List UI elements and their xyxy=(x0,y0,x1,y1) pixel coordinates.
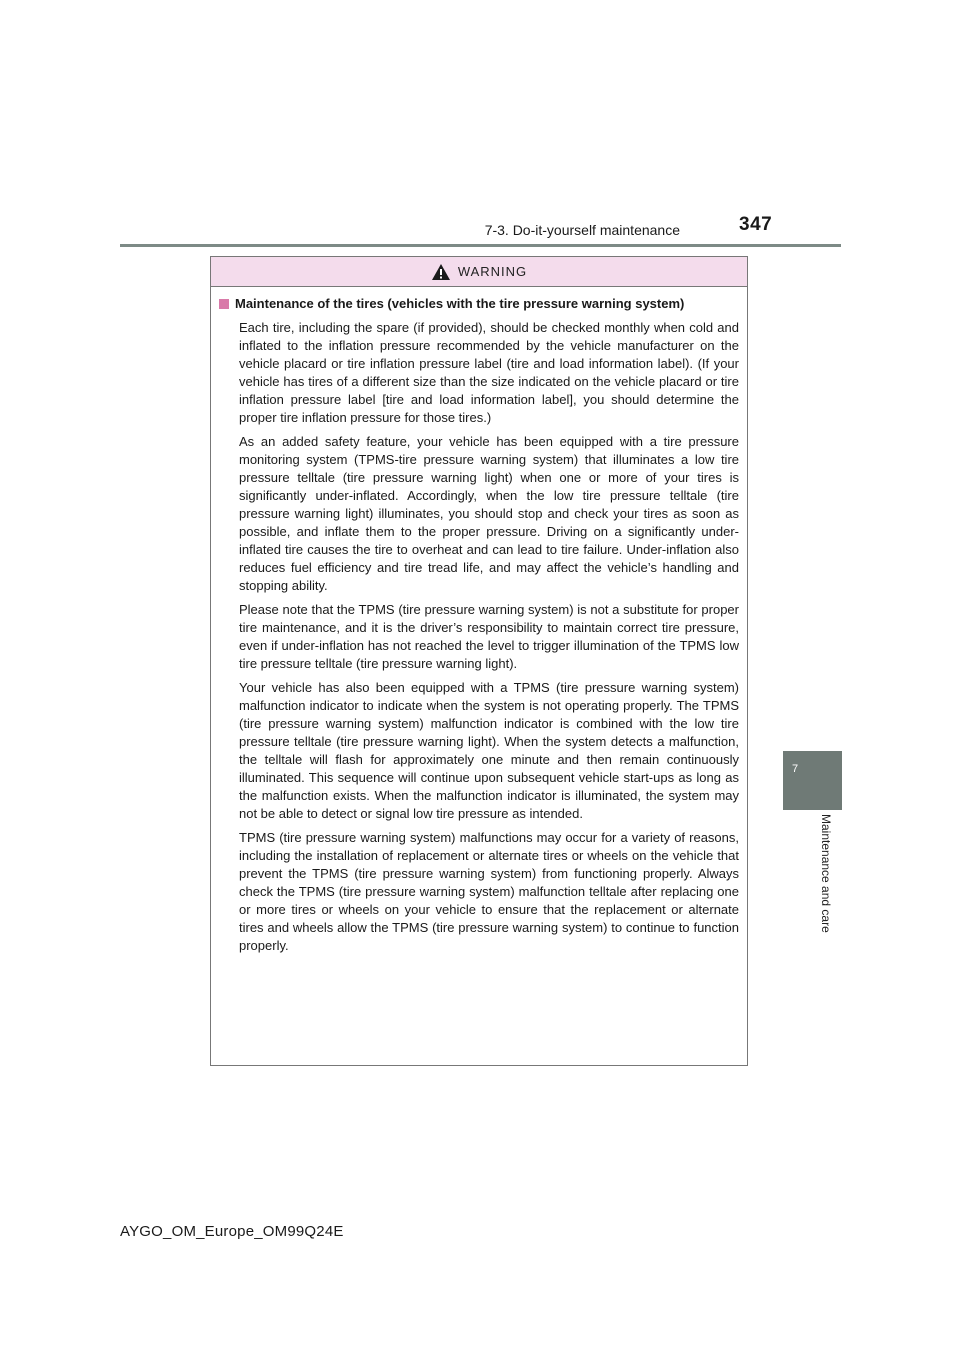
paragraph-2: As an added safety feature, your vehicle has been equipped with a tire pressure monitoring system (TPMS-tire pressure warning system) that illuminates a low tire pressure telltale (tire pressure warning light) when one or more of your tires is significantly under-inflated. Accordingly, when the low tire pressure telltale (tire pressure warning light) illuminates, you should stop and check your tires as soon as possible, and inflate them to the proper pressure. Driving on a significantly under-inflated tire causes the tire to overheat and can lead to tire failure. Under-inflation also reduces fuel efficiency and tire tread life, and may affect the vehicle’s handling and stopping ability. xyxy=(239,434,739,593)
page-number: 347 xyxy=(739,214,773,235)
bullet-square-icon xyxy=(219,299,229,309)
section-title: 7-3. Do-it-yourself maintenance xyxy=(484,222,680,238)
warning-box xyxy=(210,256,748,1066)
warning-triangle-icon xyxy=(431,263,451,281)
paragraph-5: TPMS (tire pressure warning system) malfunctions may occur for a variety of reasons, including the installation of replacement or alternate tires or wheels on the vehicle that prevent the TPMS (tire pressure warning system) from functioning properly. Always check the TPMS (tire pressure warning system) malfunction telltale after replacing one or more tires or wheels on your vehicle to ensure that the replacement or alternate tires and wheels allow the TPMS (tire pressure warning system) to continue to function properly. xyxy=(239,830,739,953)
document-code: AYGO_OM_Europe_OM99Q24E xyxy=(120,1223,344,1240)
warning-header xyxy=(211,257,747,287)
section-heading-text: Maintenance of the tires (vehicles with the tire pressure warning system) xyxy=(235,296,685,311)
paragraph-1: Each tire, including the spare (if provided), should be checked monthly when cold and inflated to the inflation pressure recommended by the vehicle manufacturer on the vehicle placard or tire inflation pressure label (tire and load information label). (If your vehicle has tires of a different size than the size indicated on the vehicle placard or tire inflation pressure label [tire and load information label], you should determine the proper tire inflation pressure for those tires.) xyxy=(239,320,739,425)
side-tab-label xyxy=(783,810,842,1000)
side-tab-number xyxy=(783,751,842,810)
warning-body xyxy=(211,287,747,955)
header-rule xyxy=(120,244,841,247)
side-tab-label-text: Maintenance and care xyxy=(819,814,833,933)
side-tab-number-text: 7 xyxy=(792,763,799,775)
warning-label: WARNING xyxy=(457,264,528,279)
paragraph-3: Please note that the TPMS (tire pressure warning system) is not a substitute for proper tire maintenance, and it is the driver’s responsibility to maintain correct tire pressure, even if under-inflation has not reached the level to trigger illumination of the TPMS low tire pressure telltale (tire pressure warning light). xyxy=(239,602,739,671)
paragraph-4: Your vehicle has also been equipped with a TPMS (tire pressure warning system) malfunction indicator to indicate when the system is not operating properly. The TPMS (tire pressure warning system) malfunction indicator is combined with the low tire pressure telltale (tire pressure warning light). When the system detects a malfunction, the telltale will flash for approximately one minute and then remain continuously illuminated. This sequence will continue upon subsequent vehicle start-ups as long as the malfunction exists. When the malfunction indicator is illuminated, the system may not be able to detect or signal low tire pressure as intended. xyxy=(239,680,739,821)
section-heading xyxy=(219,295,739,313)
